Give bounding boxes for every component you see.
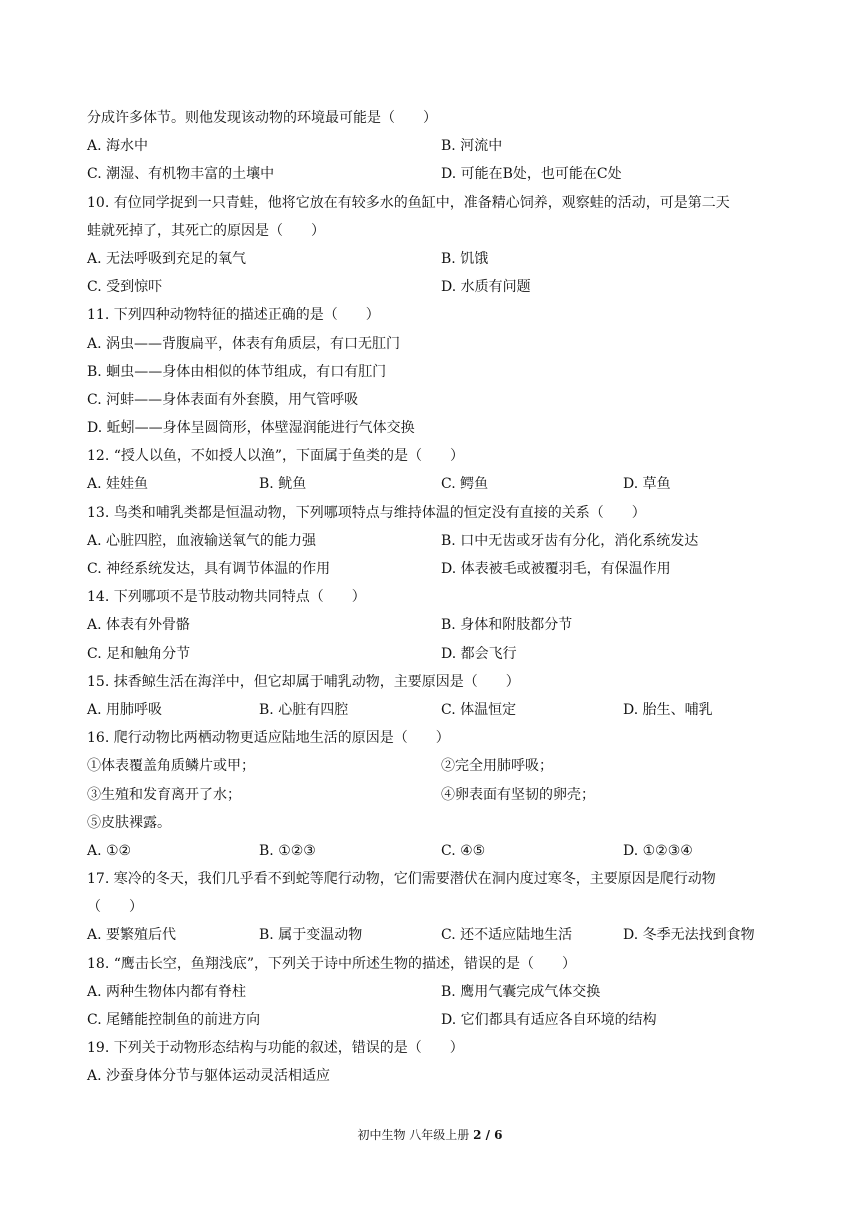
question-13-options-row-2 — [87, 555, 787, 583]
option-b[interactable]: B. 心脏有四腔 — [259, 701, 349, 718]
question-19-stem: 19. 下列关于动物形态结构与功能的叙述，错误的是（ ） — [87, 1040, 464, 1057]
option-c[interactable]: C. 受到惊吓 — [87, 279, 163, 296]
question-13-options-row-1 — [87, 527, 787, 555]
question-14-stem: 14. 下列哪项不是节肢动物共同特点（ ） — [87, 589, 366, 606]
option-b[interactable]: B. 河流中 — [441, 138, 503, 155]
option-a[interactable]: A. 海水中 — [87, 138, 149, 155]
option-d[interactable]: D. ①②③④ — [623, 842, 693, 859]
option-d[interactable]: D. 草鱼 — [623, 476, 671, 493]
option-a[interactable]: A. 无法呼吸到充足的氧气 — [87, 250, 247, 267]
option-c[interactable]: C. ④⑤ — [441, 842, 486, 859]
question-15-options-row — [87, 696, 787, 724]
question-16-stem: 16. 爬行动物比两栖动物更适应陆地生活的原因是（ ） — [87, 730, 450, 747]
option-d[interactable]: D. 冬季无法找到食物 — [623, 927, 755, 944]
statement-5: ⑤皮肤裸露。 — [87, 814, 171, 831]
option-b[interactable]: B. 饥饿 — [441, 250, 489, 267]
question-14-options-row-2 — [87, 640, 787, 668]
option-d[interactable]: D. 它们都具有适应各自环境的结构 — [441, 1012, 657, 1028]
question-9-options-row-2 — [87, 160, 787, 188]
question-16-items-row-1 — [87, 752, 787, 780]
option-b[interactable]: B. ①②③ — [259, 842, 316, 859]
option-c[interactable]: C. 尾鳍能控制鱼的前进方向 — [87, 1012, 261, 1028]
question-17-stem-cont: （ ） — [87, 899, 143, 916]
question-12-options-row — [87, 470, 787, 498]
option-b[interactable]: B. 口中无齿或牙齿有分化，消化系统发达 — [441, 532, 699, 549]
option-c[interactable]: C. 河蚌——身体表面有外套膜，用气管呼吸 — [87, 391, 359, 408]
statement-3: ③生殖和发育离开了水； — [87, 786, 241, 803]
question-11-stem: 11. 下列四种动物特征的描述正确的是（ ） — [87, 307, 380, 324]
question-10-options-row-1 — [87, 245, 787, 273]
option-c[interactable]: C. 神经系统发达，具有调节体温的作用 — [87, 561, 331, 577]
option-b[interactable]: B. 鹰用气囊完成气体交换 — [441, 983, 601, 1000]
option-a[interactable]: A. 心脏四腔，血液输送氧气的能力强 — [87, 532, 317, 549]
question-16-items-row-2 — [87, 781, 787, 809]
statement-4: ④卵表面有坚韧的卵壳； — [441, 786, 595, 803]
option-a[interactable]: A. 两种生物体内都有脊柱 — [87, 983, 247, 1000]
question-17-stem: 17. 寒冷的冬天，我们几乎看不到蛇等爬行动物，它们需要潜伏在洞内度过寒冬，主要原因是爬行动物 — [87, 871, 716, 888]
option-a[interactable]: A. ①② — [87, 842, 132, 859]
option-d[interactable]: D. 体表被毛或被覆羽毛，有保温作用 — [441, 561, 671, 577]
footer-text: 初中生物 八年级上册 — [357, 1128, 474, 1142]
question-15-stem: 15. 抹香鲸生活在海洋中，但它却属于哺乳动物，主要原因是（ ） — [87, 673, 520, 690]
question-17-options-row — [87, 921, 787, 949]
statement-2: ②完全用肺呼吸； — [441, 758, 553, 775]
question-9-stem: 分成许多体节。则他发现该动物的环境最可能是（ ） — [87, 110, 437, 126]
option-c[interactable]: C. 体温恒定 — [441, 701, 517, 718]
option-d[interactable]: D. 蚯蚓——身体呈圆筒形，体壁湿润能进行气体交换 — [87, 420, 415, 437]
option-c[interactable]: C. 足和触角分节 — [87, 645, 191, 662]
option-a[interactable]: A. 用肺呼吸 — [87, 701, 163, 718]
question-12-stem: 12. “授人以鱼，不如授人以渔”，下面属于鱼类的是（ ） — [87, 448, 465, 465]
option-d[interactable]: D. 可能在B处，也可能在C处 — [441, 166, 622, 183]
question-9-options-row-1 — [87, 132, 787, 160]
option-c[interactable]: C. 鳄鱼 — [441, 476, 489, 493]
question-13-stem: 13. 鸟类和哺乳类都是恒温动物，下列哪项特点与维持体温的恒定没有直接的关系（ ） — [87, 504, 646, 521]
question-14-options-row-1 — [87, 611, 787, 639]
question-10-stem: 10. 有位同学捉到一只青蛙，他将它放在有较多水的鱼缸中，准备精心饲养，观察蛙的活动，可是第二天 — [87, 194, 730, 211]
option-b[interactable]: B. 身体和附肢都分节 — [441, 617, 573, 634]
option-b[interactable]: B. 蛔虫——身体由相似的体节组成，有口有肛门 — [87, 363, 387, 380]
option-a[interactable]: A. 娃娃鱼 — [87, 476, 149, 493]
option-a[interactable]: A. 沙蚕身体分节与躯体运动灵活相适应 — [87, 1068, 331, 1085]
option-c[interactable]: C. 还不适应陆地生活 — [441, 927, 573, 944]
option-d[interactable]: D. 都会飞行 — [441, 645, 517, 662]
option-b[interactable]: B. 属于变温动物 — [259, 927, 363, 944]
question-list — [87, 104, 787, 1091]
question-18-options-row-2 — [87, 1006, 787, 1034]
question-10-stem-cont: 蛙就死掉了，其死亡的原因是（ ） — [87, 222, 325, 239]
question-18-stem: 18. “鹰击长空，鱼翔浅底”，下列关于诗中所述生物的描述，错误的是（ ） — [87, 955, 577, 972]
option-a[interactable]: A. 涡虫——背腹扁平，体表有角质层，有口无肛门 — [87, 335, 401, 352]
question-16-options-row — [87, 837, 787, 865]
option-a[interactable]: A. 要繁殖后代 — [87, 927, 177, 944]
page-footer — [0, 1126, 860, 1143]
option-c[interactable]: C. 潮湿、有机物丰富的土壤中 — [87, 166, 275, 183]
statement-1: ①体表覆盖角质鳞片或甲； — [87, 758, 255, 775]
option-b[interactable]: B. 鱿鱼 — [259, 476, 307, 493]
question-18-options-row-1 — [87, 978, 787, 1006]
question-10-options-row-2 — [87, 273, 787, 301]
option-d[interactable]: D. 胎生、哺乳 — [623, 701, 713, 718]
option-a[interactable]: A. 体表有外骨骼 — [87, 617, 191, 634]
page-number: 2 / 6 — [473, 1128, 503, 1142]
option-d[interactable]: D. 水质有问题 — [441, 279, 531, 296]
